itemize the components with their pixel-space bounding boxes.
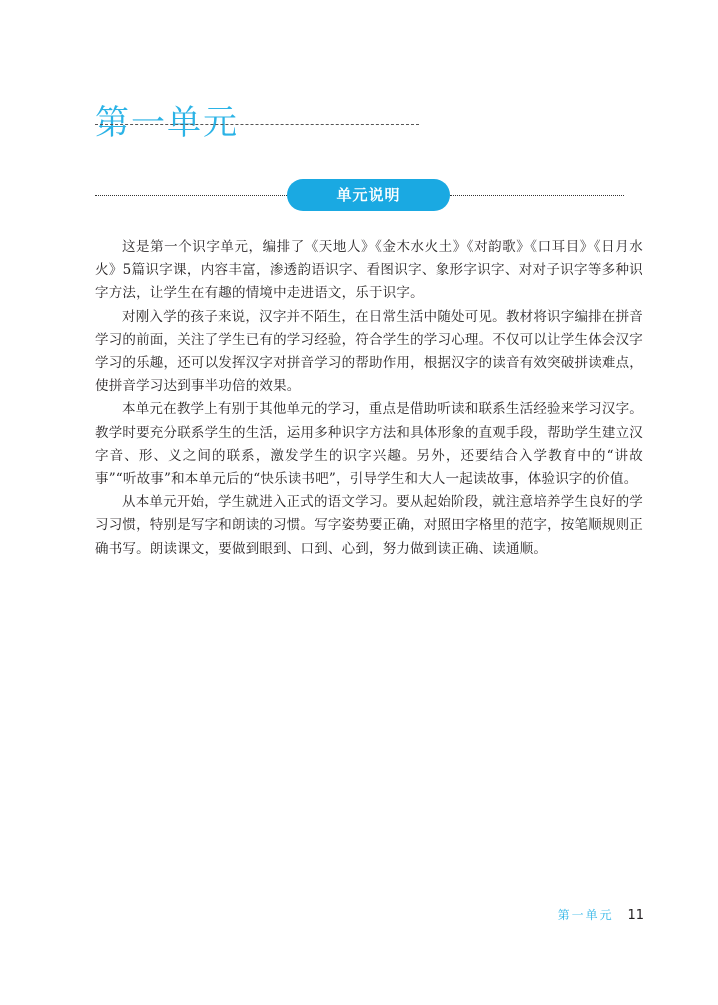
paragraph-1: 这是第一个识字单元，编排了《天地人》《金木水火土》《对韵歌》《口耳目》《日月水火》5篇识字课，内容丰富，渗透韵语识字、看图识字、象形字识字、对对子识字等多种识字方法，让学生在有趣的情境中走进语文，乐于识字。	[95, 239, 643, 302]
section-heading-badge: 单元说明	[287, 179, 450, 211]
unit-title: 第一单元	[95, 102, 239, 143]
footer-unit-label: 第一单元	[557, 908, 614, 922]
page-footer	[558, 905, 644, 926]
paragraph-3: 本单元在教学上有别于其他单元的学习，重点是借助听读和联系生活经验来学习汉字。教学时要充分联系学生的生活，运用多种识字方法和具体形象的直观手段，帮助学生建立汉字音、形、义之间的联系，激发学生的识字兴趣。另外，还要结合入学教育中的“讲故事”“听故事”和本单元后的“快乐读书吧”，引导学生和大人一起读故事，体验识字的价值。	[95, 401, 643, 488]
section-divider-left	[95, 195, 287, 196]
page-number: 11	[627, 908, 644, 923]
paragraph-4: 从本单元开始，学生就进入正式的语文学习。要从起始阶段，就注意培养学生良好的学习习惯，特别是写字和朗读的习惯。写字姿势要正确，对照田字格里的范字，按笔顺规则正确书写。朗读课文，要做到眼到、口到、心到，努力做到读正确、读通顺。	[95, 494, 643, 557]
section-divider-right	[450, 195, 624, 196]
title-divider	[95, 124, 419, 125]
paragraph-2: 对刚入学的孩子来说，汉字并不陌生，在日常生活中随处可见。教材将识字编排在拼音学习的前面，关注了学生已有的学习经验，符合学生的学习心理。不仅可以让学生体会汉字学习的乐趣，还可以发挥汉字对拼音学习的帮助作用，根据汉字的读音有效突破拼读难点，使拼音学习达到事半功倍的效果。	[95, 308, 643, 395]
unit-description-body	[95, 236, 643, 561]
